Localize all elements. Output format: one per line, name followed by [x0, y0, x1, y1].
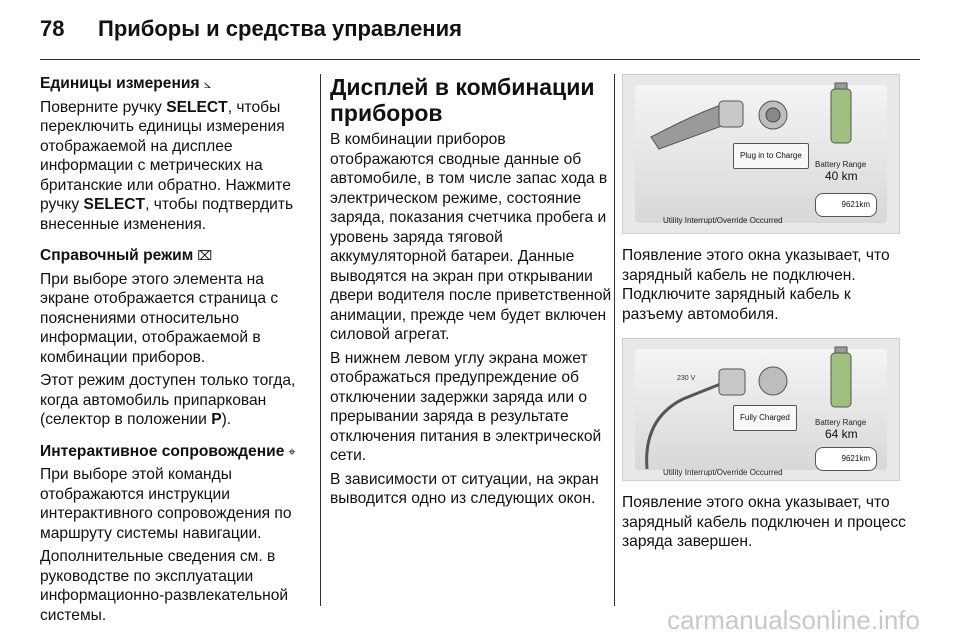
- units-paragraph: Поверните ручку SELECT, чтобы переключить единицы измерения отображаемой на дисплее информации с метрических на британские или обратно. Нажмите ручку SELECT, чтобы подтвердить внесенные изменения.: [40, 98, 294, 233]
- odometer: 9621km: [815, 193, 877, 217]
- column-right: [622, 74, 912, 552]
- charge-status-message: Fully Charged: [733, 405, 797, 431]
- units-heading: Единицы измерения ⦣: [40, 75, 212, 92]
- column-left: [40, 74, 310, 625]
- guidance-symbol-icon: ⌖: [288, 443, 296, 459]
- column-middle: [330, 74, 612, 509]
- battery-range-label: Battery Range: [815, 160, 867, 169]
- interactive-guidance-heading: Интерактивное сопровождение ⌖: [40, 442, 296, 460]
- header-rule: [40, 59, 920, 60]
- battery-range-value: 40 km: [825, 169, 858, 183]
- voltage-label: 230 V: [677, 375, 696, 382]
- utility-interrupt-notice: Utility Interrupt/Override Occurred: [663, 216, 783, 225]
- utility-interrupt-notice: Utility Interrupt/Override Occurred: [663, 468, 783, 477]
- caption-unplugged: Появление этого окна указывает, что зарядный кабель не подключен. Подключите зарядный кабель к разъему автомобиля.: [622, 247, 890, 323]
- reference-paragraph-1: При выборе этого элемента на экране отображается страница с пояснениями относительно информации, отображаемой в комбинации приборов.: [40, 270, 279, 366]
- guidance-paragraph-1: При выборе этой команды отображаются инструкции интерактивного сопровождения по маршруту системы навигации.: [40, 466, 292, 542]
- section-heading: Дисплей в комбинации приборов: [330, 74, 595, 126]
- cluster-paragraph-3: В зависимости от ситуации, на экран выводится одно из следующих окон.: [330, 470, 599, 507]
- cluster-paragraph-2: В нижнем левом углу экрана может отображаться предупреждение об отключении задержки заряда или о прерывании заряда в результате отключения питания в электрической сети.: [330, 349, 602, 464]
- chapter-title: Приборы и средства управления: [98, 16, 462, 41]
- column-divider: [614, 74, 615, 606]
- caption-charged: Появление этого окна указывает, что зарядный кабель подключен и процесс заряда завершен.: [622, 494, 906, 550]
- reference-symbol-icon: ⌧: [197, 248, 213, 263]
- charge-status-message: Plug in to Charge: [733, 143, 809, 169]
- guidance-paragraph-2: Дополнительные сведения см. в руководстве по эксплуатации информационно-развлекательной системы.: [40, 548, 289, 624]
- odometer: 9621km: [815, 447, 877, 471]
- column-divider: [320, 74, 321, 606]
- units-symbol-icon: ⦣: [203, 76, 212, 91]
- reference-paragraph-2: Этот режим доступен только тогда, когда автомобиль припаркован (селектор в положении P).: [40, 372, 296, 428]
- watermark: carmanualsonline.info: [667, 605, 920, 635]
- cluster-display-unplugged: [622, 74, 900, 234]
- cluster-display-charged: [622, 338, 900, 481]
- page-number: 78: [40, 16, 65, 41]
- cluster-paragraph-1: В комбинации приборов отображаются сводные данные об автомобиле, в том числе запас хода в электрическом режиме, состояние заряда, показания счетчика пробега и уровень заряда тяговой аккумуляторной батареи. Данные выводятся на экран при открывании двери водителя после приветственной анимации, прежде чем будет включен силовой агрегат.: [330, 131, 612, 343]
- battery-range-value: 64 km: [825, 427, 858, 441]
- reference-mode-heading: Справочный режим ⌧: [40, 247, 213, 264]
- page-header: [40, 16, 462, 46]
- battery-range-label: Battery Range: [815, 418, 867, 427]
